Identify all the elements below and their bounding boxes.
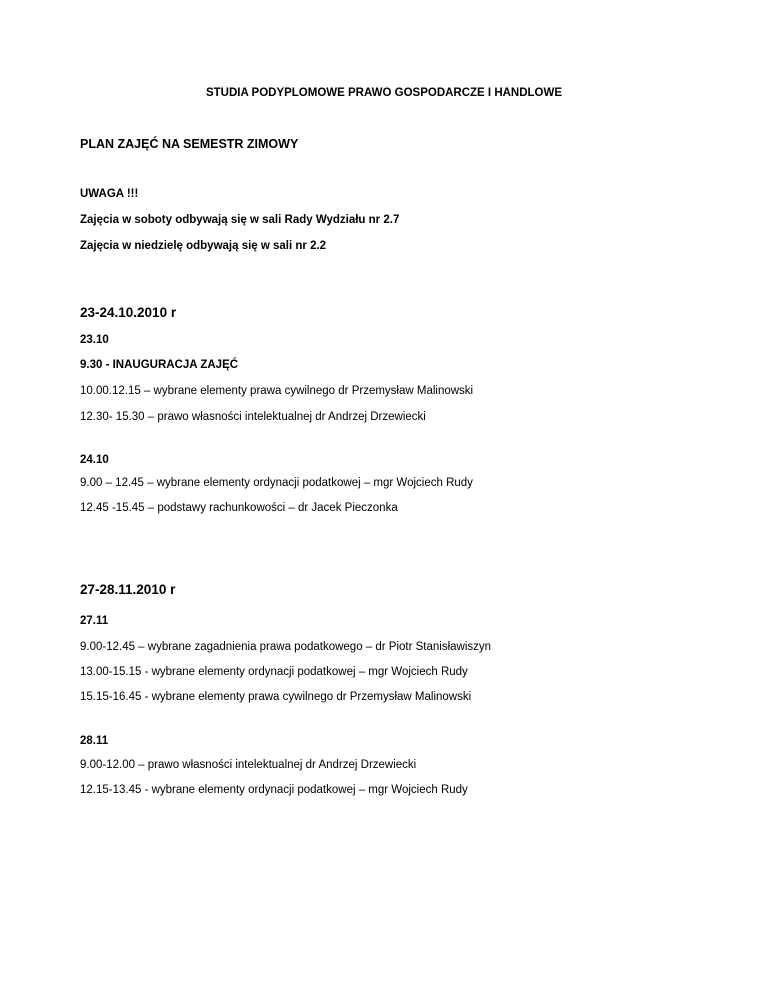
schedule-entry: 9.30 - INAUGURACJA ZAJĘĆ: [80, 359, 239, 371]
schedule-entry: 10.00.12.15 – wybrane elementy prawa cywilnego dr Przemysław Malinowski: [80, 385, 474, 397]
block-heading: 23-24.10.2010 r: [80, 305, 177, 320]
notice-line: Zajęcia w niedzielę odbywają się w sali nr 2.2: [80, 240, 327, 252]
schedule-entry: 9.00-12.45 – wybrane zagadnienia prawa podatkowego – dr Piotr Stanisławiszyn: [80, 641, 492, 653]
schedule-entry: 15.15-16.45 - wybrane elementy prawa cywilnego dr Przemysław Malinowski: [80, 691, 472, 703]
day-date: 23.10: [80, 334, 109, 346]
notice-line: Zajęcia w soboty odbywają się w sali Rady Wydziału nr 2.7: [80, 214, 400, 226]
day-date: 24.10: [80, 454, 109, 466]
schedule-entry: 12.15-13.45 - wybrane elementy ordynacji podatkowej – mgr Wojciech Rudy: [80, 784, 468, 796]
schedule-entry: 12.45 -15.45 – podstawy rachunkowości – dr Jacek Pieczonka: [80, 502, 398, 514]
day-date: 27.11: [80, 615, 109, 627]
document-title: STUDIA PODYPLOMOWE PRAWO GOSPODARCZE I HANDLOWE: [205, 87, 563, 99]
plan-heading: PLAN ZAJĘĆ NA SEMESTR ZIMOWY: [80, 137, 299, 151]
schedule-entry: 12.30- 15.30 – prawo własności intelektualnej dr Andrzej Drzewiecki: [80, 411, 426, 423]
schedule-entry: 13.00-15.15 - wybrane elementy ordynacji podatkowej – mgr Wojciech Rudy: [80, 666, 468, 678]
schedule-entry: 9.00 – 12.45 – wybrane elementy ordynacji podatkowej – mgr Wojciech Rudy: [80, 477, 473, 489]
notice-label: UWAGA !!!: [80, 188, 139, 200]
day-date: 28.11: [80, 735, 109, 747]
schedule-entry: 9.00-12.00 – prawo własności intelektualnej dr Andrzej Drzewiecki: [80, 759, 417, 771]
block-heading: 27-28.11.2010 r: [80, 582, 176, 597]
